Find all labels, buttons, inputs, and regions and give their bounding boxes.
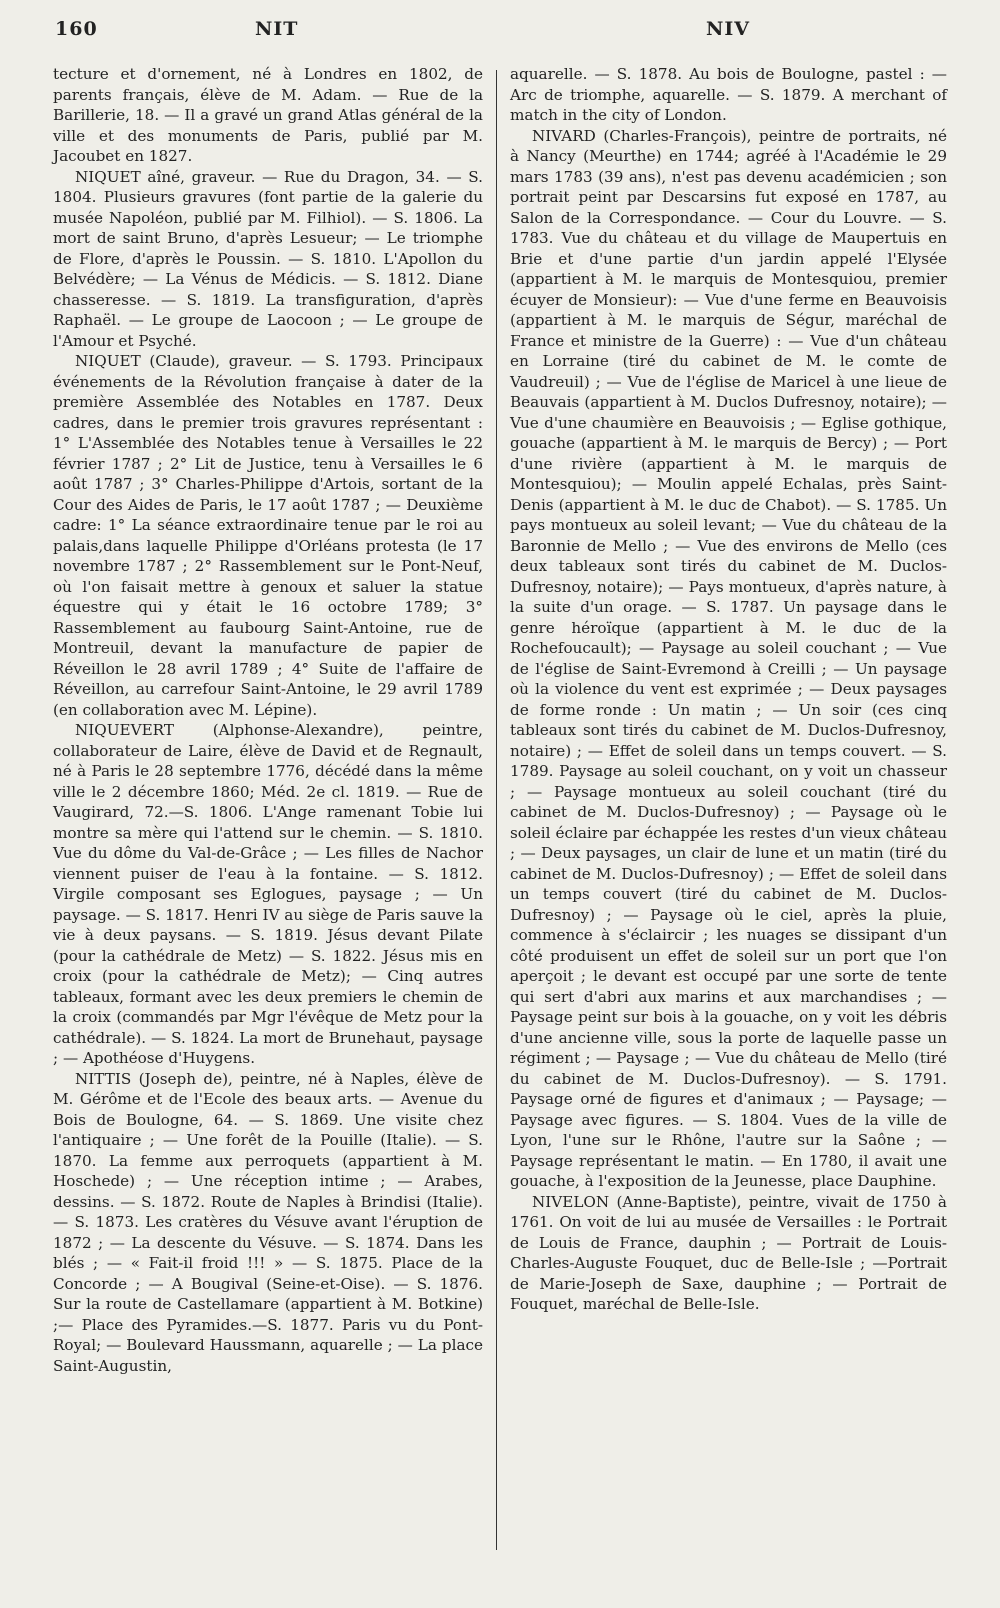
entry-continuation: tecture et d'ornement, né à Londres en 1802, de parents français, élève de M. Adam. — Rue de la Barillerie, 18. — Il a gravé un grand Atlas général de la ville et des monuments de Paris, publié par M. Jacoubet en 1827. [53,65,483,165]
entry-nivelon: NIVELON (Anne-Baptiste), peintre, vivait de 1750 à 1761. On voit de lui au musée de Versailles : le Portrait de Louis de France, dauphin ; — Portrait de Louis-Charles-Auguste Fouquet, duc de Belle-Isle ; —Portrait de Marie-Joseph de Saxe, dauphine ; — Portrait de Fouquet, maréchal de Belle-Isle. [510,1192,947,1313]
entry-nittis: NITTIS (Joseph de), peintre, né à Naples, élève de M. Gérôme et de l'Ecole des beaux arts. — Avenue du Bois de Boulogne, 64. — S. 1869. Une visite chez l'antiquaire ; — Une forêt de la Pouille (Italie). — S. 1870. La femme aux perroquets (appartient à M. Hoschede) ; — Une réception intime ; — Arabes, dessins. — S. 1872. Route de Naples à Brindisi (Italie). — S. 1873. Les cratères du Vésuve avant l'éruption de 1872 ; — La descente du Vésuve. — S. 1874. Dans les blés ; — « Fait-il froid !!! » — S. 1875. Place de la Concorde ; — A Bougival (Seine-et-Oise). — S. 1876. Sur la route de Castellamare (appartient à M. Botkine) ;— Place des Pyramides.—S. 1877. Paris vu du Pont-Royal; — Boulevard Haussmann, aquarelle ; — La place Saint-Augustin, [53,1069,483,1375]
page-number: 160 [55,18,98,40]
right-running-head: NIV [706,18,750,40]
entry-niquet-aine: NIQUET aîné, graveur. — Rue du Dragon, 34. — S. 1804. Plusieurs gravures (font partie de la galerie du musée Napoléon, publié par M. Filhiol). — S. 1806. La mort de saint Bruno, d'après Lesueur; — Le triomphe de Flore, d'après le Poussin. — S. 1810. L'Apollon du Belvédère; — La Vénus de Médicis. — S. 1812. Diane chasseresse. — S. 1819. La transfiguration, d'après Raphaël. — Le groupe de Laocoon ; — Le groupe de l'Amour et Psyché. [53,167,483,350]
left-column [53,64,483,1376]
column-divider [496,70,497,1550]
entry-niquevert: NIQUEVERT (Alphonse-Alexandre), peintre, collaborateur de Laire, élève de David et de Regnault, né à Paris le 28 septembre 1776, décédé dans la même ville le 2 décembre 1860; Méd. 2e cl. 1819. — Rue de Vaugirard, 72.—S. 1806. L'Ange ramenant Tobie lui montre sa mère qui l'attend sur le chemin. — S. 1810. Vue du dôme du Val-de-Grâce ; — Les filles de Nachor viennent puiser de l'eau à la fontaine. — S. 1812. Virgile composant ses Eglogues, paysage ; — Un paysage. — S. 1817. Henri IV au siège de Paris sauve la vie à deux paysans. — S. 1819. Jésus devant Pilate (pour la cathédrale de Metz) — S. 1822. Jésus mis en croix (pour la cathédrale de Metz); — Cinq autres tableaux, formant avec les deux premiers le chemin de la croix (commandés par Mgr l'évêque de Metz pour la cathédrale). — S. 1824. La mort de Brunehaut, paysage ; — Apothéose d'Huygens. [53,721,483,1067]
entry-nivard: NIVARD (Charles-François), peintre de portraits, né à Nancy (Meurthe) en 1744; agréé à l'Académie le 29 mars 1783 (39 ans), n'est pas devenu académicien ; son portrait peint par Descarsins fut exposé en 1787, au Salon de la Correspondance. — Cour du Louvre. — S. 1783. Vue du château et du village de Maupertuis en Brie et d'une partie d'un jardin appelé l'Elysée (appartient à M. le marquis de Montesquiou, premier écuyer de Monsieur): — Vue d'une ferme en Beauvoisis (appartient à M. le marquis de Ségur, maréchal de France et ministre de la Guerre) : — Vue d'un château en Lorraine (tiré du cabinet de M. le comte de Vaudreuil) ; — Vue de l'église de Maricel à une lieue de Beauvais (appartient à M. Duclos Dufresnoy, notaire); — Vue d'une chaumière en Beauvoisis ; — Eglise gothique, gouache (appartient à M. le marquis de Bercy) ; — Port d'une rivière (appartient à M. le marquis de Montesquiou); — Moulin appelé Echalas, près Saint-Denis (appartient à M. le duc de Chabot). — S. 1785. Un pays montueux au soleil levant; — Vue du château de la Baronnie de Mello ; — Vue des environs de Mello (ces deux tableaux sont tirés du cabinet de M. Duclos-Dufresnoy, notaire); — Pays montueux, d'après nature, à la suite d'un orage. — S. 1787. Un paysage dans le genre héroïque (appartient à M. le duc de la Rochefoucault); — Paysage au soleil couchant ; — Vue de l'église de Saint-Evremond à Creilli ; — Un paysage où la violence du vent est exprimée ; — Deux paysages de forme ronde : Un matin ; — Un soir (ces cinq tableaux sont tirés du cabinet de M. Duclos-Dufresnoy, notaire) ; — Effet de soleil dans un temps couvert. — S. 1789. Paysage au soleil couchant, on y voit un chasseur ; — Paysage montueux au soleil couchant (tiré du cabinet de M. Duclos-Dufresnoy) ; — Paysage où le soleil éclaire par échappée les restes d'un vieux château ; — Deux paysages, un clair de lune et un matin (tiré du cabinet de M. Duclos-Dufresnoy) ; — Effet de soleil dans un temps couvert (tiré du cabinet de M. Duclos-Dufresnoy) ; — Paysage où le ciel, après la pluie, commence à s'éclaircir ; les nuages se dissipant d'un côté produisent un effet de soleil sur un port que l'on aperçoit ; le devant est occupé par une sorte de tente qui sert d'abri aux marins et aux marchandises ; — Paysage peint sur bois à la gouache, on y voit les débris d'une ancienne ville, sous la porte de laquelle passe un régiment ; — Paysage ; — Vue du château de Mello (tiré du cabinet de M. Duclos-Dufresnoy). — S. 1791. Paysage orné de figures et d'animaux ; — Paysage; — Paysage avec figures. — S. 1804. Vues de la ville de Lyon, l'une sur le Rhône, l'autre sur la Saône ; — Paysage représentant le matin. — En 1780, il avait une gouache, à l'exposition de la Jeunesse, place Dauphine. [510,126,947,1190]
left-running-head: NIT [255,18,299,40]
right-column [510,64,947,1315]
entry-continuation: aquarelle. — S. 1878. Au bois de Boulogne, pastel : — Arc de triomphe, aquarelle. — S. 1879. A merchant of match in the city of London. [510,65,947,124]
entry-niquet-claude: NIQUET (Claude), graveur. — S. 1793. Principaux événements de la Révolution française à dater de la première Assemblée des Notables en 1787. Deux cadres, dans le premier trois gravures représentant : 1° L'Assemblée des Notables tenue à Versailles le 22 février 1787 ; 2° Lit de Justice, tenu à Versailles le 6 août 1787 ; 3° Charles-Philippe d'Artois, sortant de la Cour des Aides de Paris, le 17 août 1787 ; — Deuxième cadre: 1° La séance extraordinaire tenue par le roi au palais,dans laquelle Philippe d'Orléans protesta (le 17 novembre 1787 ; 2° Rassemblement sur le Pont-Neuf, où l'on faisait mettre à genoux et saluer la statue équestre qui y était le 16 octobre 1789; 3° Rassemblement au faubourg Saint-Antoine, rue de Montreuil, devant la manufacture de papier de Réveillon le 28 avril 1789 ; 4° Suite de l'affaire de Réveillon, au carrefour Saint-Antoine, le 29 avril 1789 (en collaboration avec M. Lépine). [53,352,483,719]
